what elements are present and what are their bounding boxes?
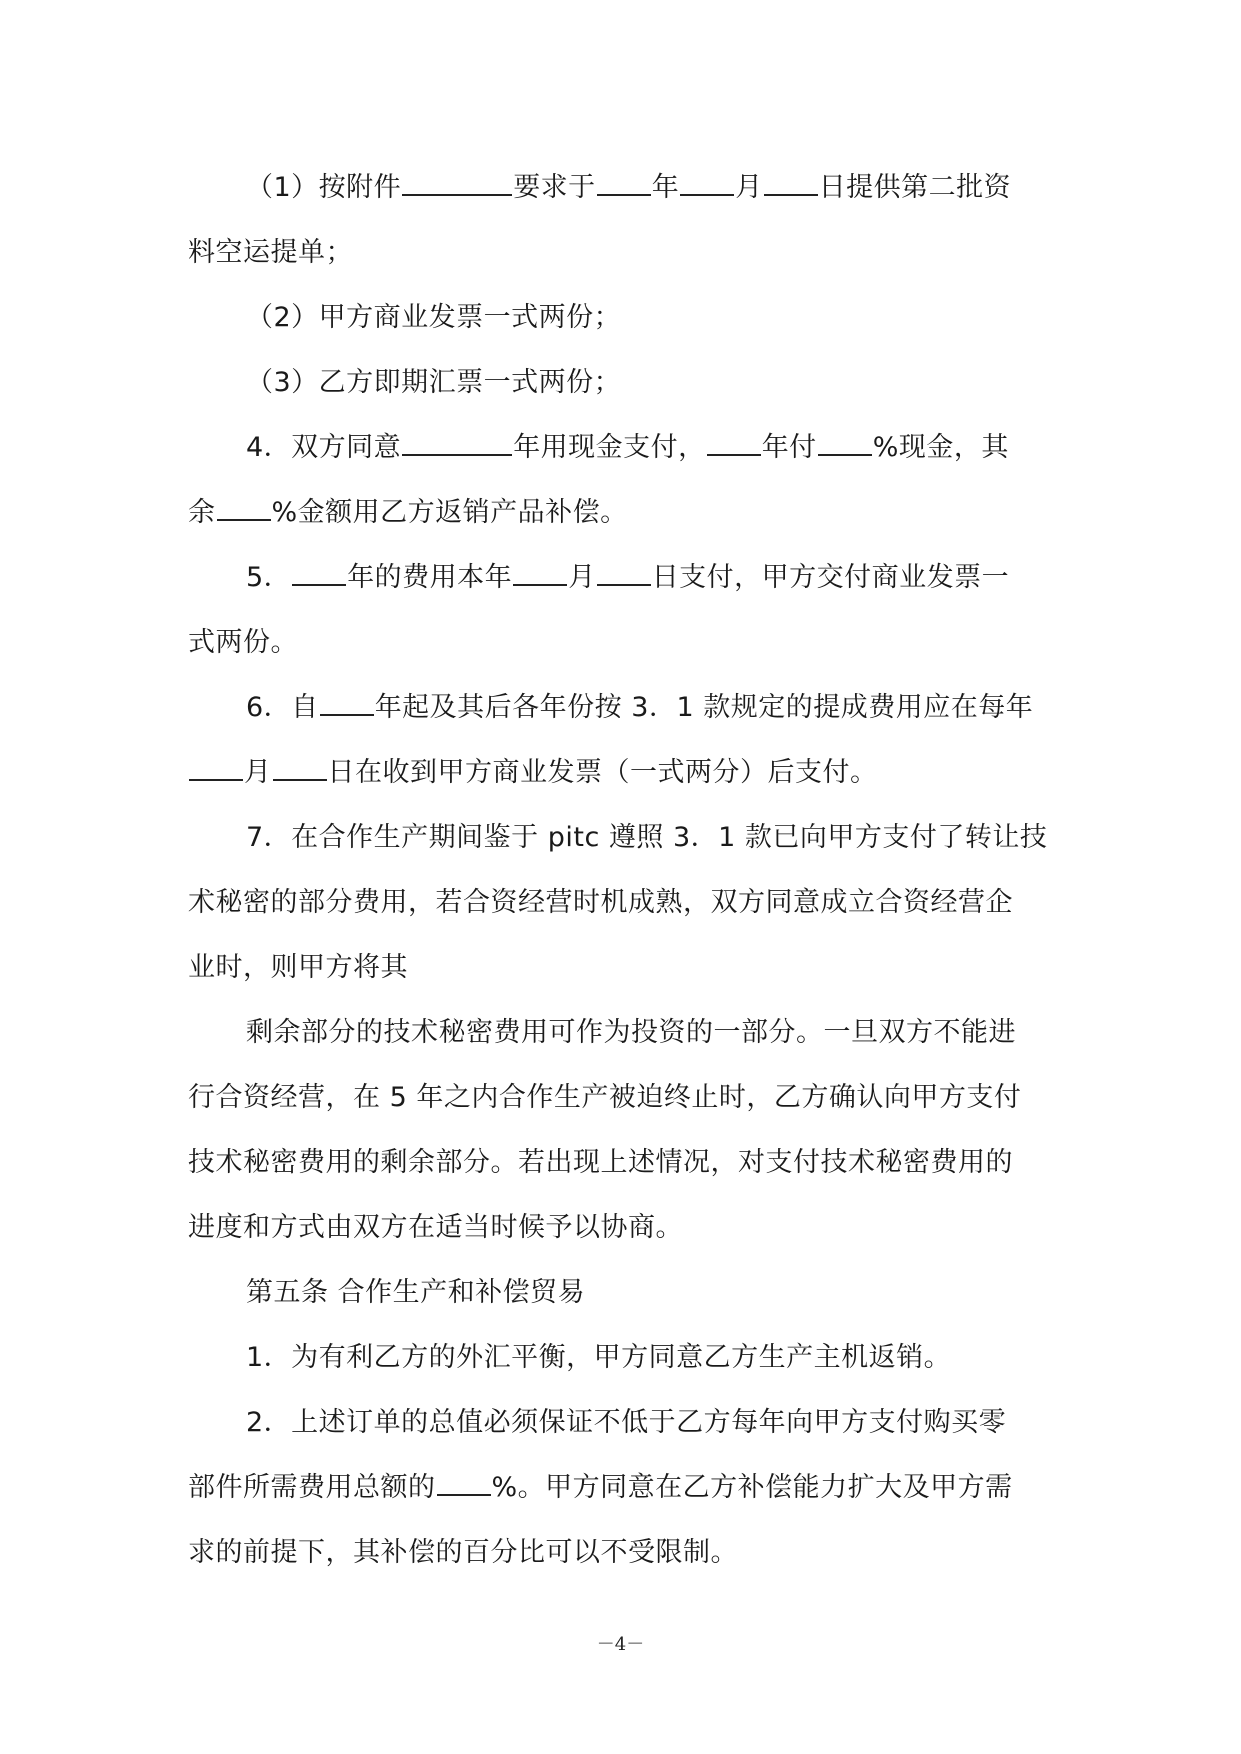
text-segment: 1．为有利乙方的外汇平衡，甲方同意乙方生产主机返销。 bbox=[246, 1342, 952, 1373]
text-segment: 月 bbox=[735, 172, 763, 203]
clause-6-line-1 bbox=[188, 675, 1058, 740]
text-segment: 料空运提单； bbox=[188, 237, 353, 268]
text-segment: %。甲方同意在乙方补偿能力扩大及甲方需 bbox=[491, 1472, 1013, 1503]
text-segment: 日在收到甲方商业发票（一式两分）后支付。 bbox=[327, 757, 878, 788]
fill-blank bbox=[320, 694, 374, 716]
text-segment: 年 bbox=[651, 172, 680, 203]
clause-4-line-1 bbox=[188, 415, 1058, 480]
clause-7-line-1 bbox=[188, 805, 1058, 870]
article-5-heading bbox=[188, 1260, 1058, 1325]
text-segment: 术秘密的部分费用，若合资经营时机成熟，双方同意成立合资经营企 bbox=[188, 887, 1013, 918]
fill-blank bbox=[707, 434, 761, 456]
article-5-clause-2-line-2 bbox=[188, 1455, 1058, 1520]
fill-blank bbox=[292, 564, 346, 586]
paragraph-line-1 bbox=[188, 1000, 1058, 1065]
fill-blank bbox=[273, 759, 327, 781]
clause-5-line-2 bbox=[188, 610, 1058, 675]
text-segment: 部件所需费用总额的 bbox=[188, 1472, 436, 1503]
fill-blank bbox=[437, 1474, 491, 1496]
item-1-line-2 bbox=[188, 220, 1058, 285]
text-segment: 年起及其后各年份按 3．1 款规定的提成费用应在每年 bbox=[374, 692, 1034, 723]
text-segment: 余 bbox=[188, 497, 216, 528]
text-segment: 剩余部分的技术秘密费用可作为投资的一部分。一旦双方不能进 bbox=[246, 1017, 1016, 1048]
fill-blank bbox=[402, 174, 512, 196]
text-segment: 日支付，甲方交付商业发票一 bbox=[651, 562, 1010, 593]
fill-blank bbox=[680, 174, 734, 196]
text-segment: 月 bbox=[244, 757, 272, 788]
paragraph-line-4 bbox=[188, 1195, 1058, 1260]
page-number: －4－ bbox=[596, 1634, 645, 1655]
text-segment: 式两份。 bbox=[188, 627, 298, 658]
clause-6-line-2 bbox=[188, 740, 1058, 805]
text-segment: 5． bbox=[246, 562, 292, 593]
text-segment: 6．自 bbox=[246, 692, 319, 723]
clause-7-line-3 bbox=[188, 935, 1058, 1000]
fill-blank bbox=[513, 564, 567, 586]
text-segment: 行合资经营，在 5 年之内合作生产被迫终止时，乙方确认向甲方支付 bbox=[188, 1082, 1022, 1113]
text-segment: 技术秘密费用的剩余部分。若出现上述情况，对支付技术秘密费用的 bbox=[188, 1147, 1013, 1178]
item-3-line bbox=[188, 350, 1058, 415]
text-segment: %金额用乙方返销产品补偿。 bbox=[271, 497, 628, 528]
text-segment: 进度和方式由双方在适当时候予以协商。 bbox=[188, 1212, 683, 1243]
clause-4-line-2 bbox=[188, 480, 1058, 545]
text-segment: （3）乙方即期汇票一式两份； bbox=[246, 367, 622, 398]
document-body bbox=[188, 155, 1058, 1585]
text-segment: 日提供第二批资 bbox=[818, 172, 1012, 203]
text-segment: 7．在合作生产期间鉴于 pitc 遵照 3．1 款已向甲方支付了转让技 bbox=[246, 822, 1048, 853]
clause-7-line-2 bbox=[188, 870, 1058, 935]
clause-5-line-1 bbox=[188, 545, 1058, 610]
text-segment: 年付 bbox=[761, 432, 817, 463]
text-segment: 4．双方同意 bbox=[246, 432, 402, 463]
fill-blank bbox=[597, 564, 651, 586]
article-5-clause-2-line-1 bbox=[188, 1390, 1058, 1455]
paragraph-line-3 bbox=[188, 1130, 1058, 1195]
item-2-line bbox=[188, 285, 1058, 350]
fill-blank bbox=[597, 174, 651, 196]
fill-blank bbox=[402, 434, 512, 456]
text-segment: 业时，则甲方将其 bbox=[188, 952, 408, 983]
text-segment: 求的前提下，其补偿的百分比可以不受限制。 bbox=[188, 1537, 738, 1568]
text-segment: %现金，其 bbox=[872, 432, 1009, 463]
fill-blank bbox=[189, 759, 243, 781]
item-1-line-1 bbox=[188, 155, 1058, 220]
text-segment: 年的费用本年 bbox=[347, 562, 513, 593]
fill-blank bbox=[217, 499, 271, 521]
text-segment: 年用现金支付， bbox=[513, 432, 706, 463]
fill-blank bbox=[818, 434, 872, 456]
fill-blank bbox=[764, 174, 818, 196]
paragraph-line-2 bbox=[188, 1065, 1058, 1130]
text-segment: （2）甲方商业发票一式两份； bbox=[246, 302, 622, 333]
section-heading: 第五条 合作生产和补偿贸易 bbox=[246, 1277, 586, 1308]
text-segment: 月 bbox=[568, 562, 596, 593]
article-5-clause-1 bbox=[188, 1325, 1058, 1390]
article-5-clause-2-line-3 bbox=[188, 1520, 1058, 1585]
text-segment: 要求于 bbox=[513, 172, 596, 203]
text-segment: 2．上述订单的总值必须保证不低于乙方每年向甲方支付购买零 bbox=[246, 1407, 1007, 1438]
text-segment: （1）按附件 bbox=[246, 172, 402, 203]
